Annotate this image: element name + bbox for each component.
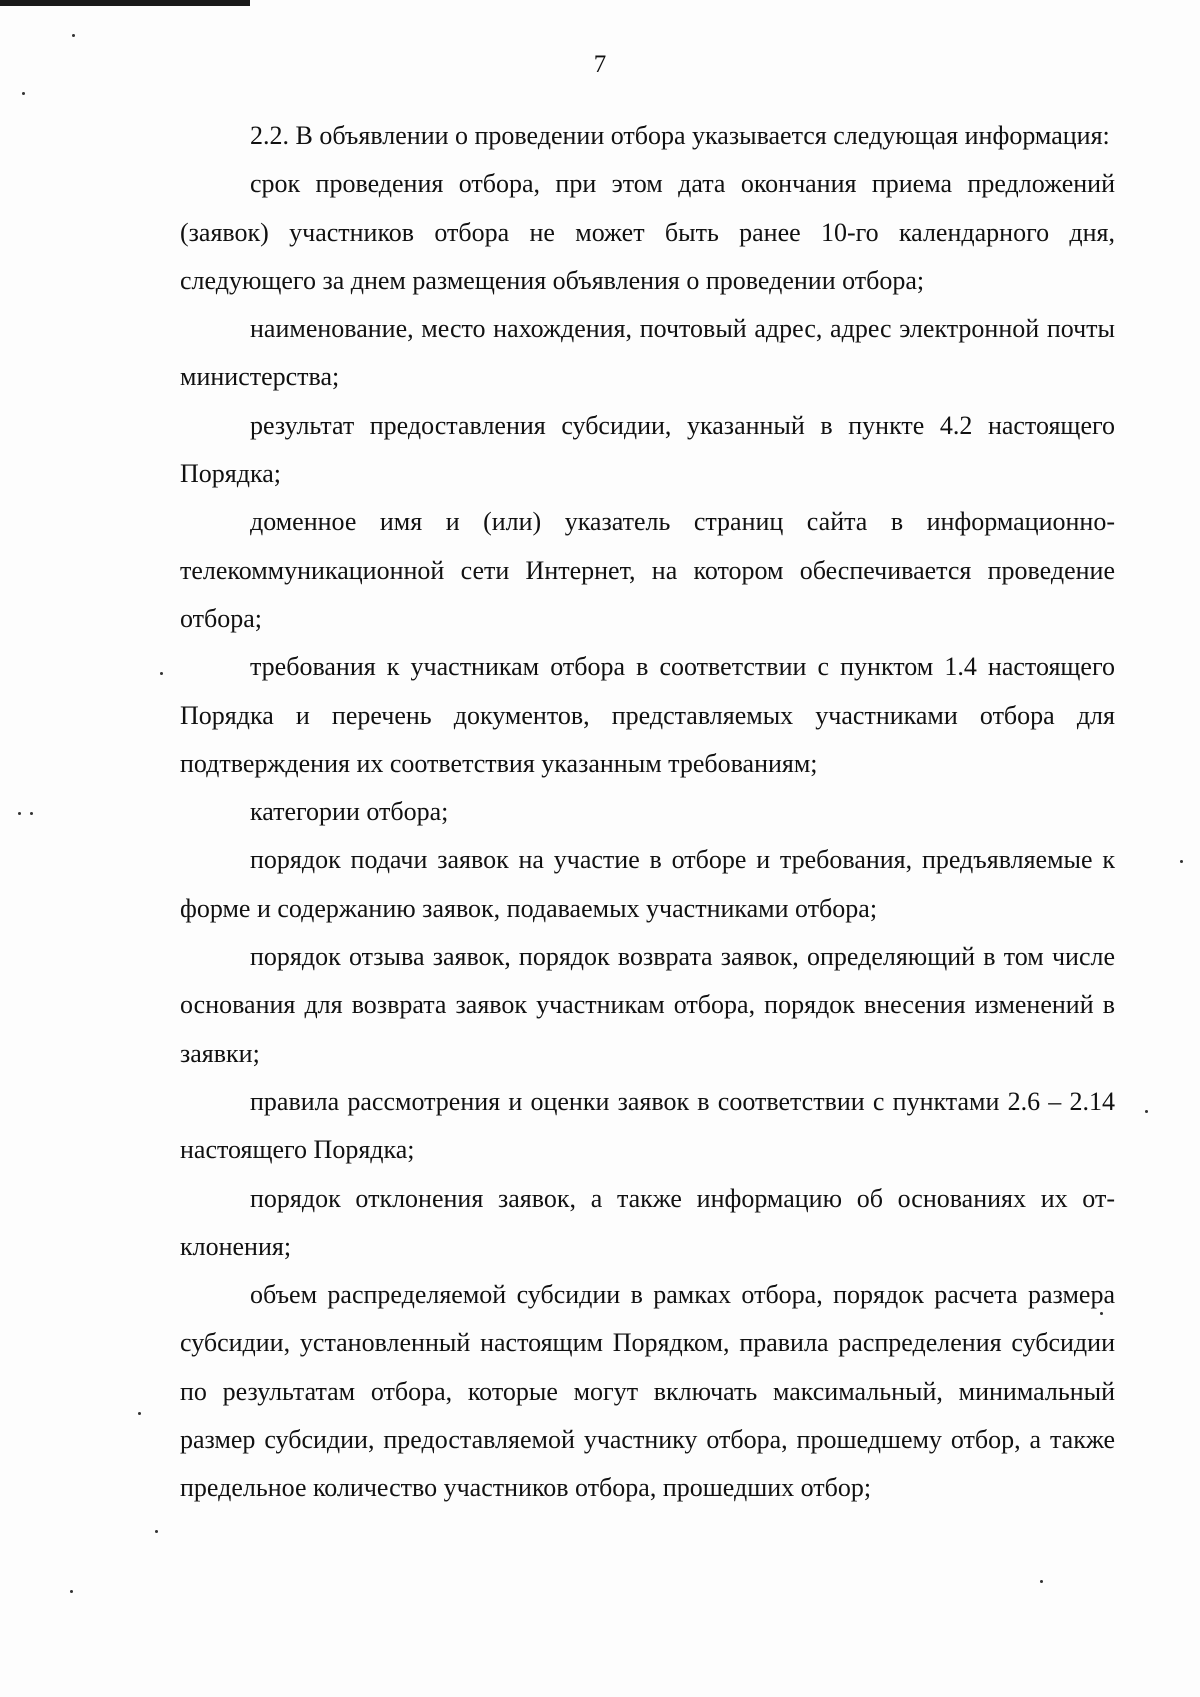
paragraph-ministry-contacts: наименование, место нахождения, почтовый адрес, адрес электронной почты министерства; — [180, 314, 1115, 392]
scan-speck — [1180, 860, 1183, 863]
scan-speck — [70, 1590, 73, 1593]
paragraph-subsidy-volume: объем распределяемой субсидии в рамках отбора, порядок расчета размера субсидии, установленный настоящим Порядком, правила распределения субсидии по результатам отбора, которые могут включать максимальный, минимальный размер субсидии, предоставляемой участнику отбора, прошедшему отбор, а также предельное количество участников отбора, прошедших отбор; — [180, 1280, 1115, 1503]
scan-corner-mark — [0, 0, 250, 6]
scan-speck — [138, 1412, 141, 1415]
scan-speck — [1145, 1110, 1148, 1113]
paragraph-review-rules: правила рассмотрения и оценки заявок в соответствии с пунктами 2.6 – 2.14 настоящего Порядка; — [180, 1086, 1115, 1165]
scan-speck — [72, 34, 75, 37]
scan-speck — [160, 672, 163, 675]
scan-speck — [1040, 1580, 1043, 1583]
scan-speck — [1100, 1312, 1103, 1315]
paragraph-website: доменное имя и (или) указатель страниц сайта в информационно-телекоммуникационной сети Интернет, на котором обеспечивается проведение отбора; — [180, 507, 1115, 633]
paragraph-rejection-order: порядок отклонения заявок, а также информацию об основаниях их отклонения; — [180, 1183, 1115, 1261]
page-number: 7 — [593, 51, 607, 78]
paragraph-subsidy-result: результат предоставления субсидии, указанный в пункте 4.2 настоящего Порядка; — [180, 410, 1115, 489]
paragraph-categories: категории отбора; — [250, 797, 449, 827]
paragraph-withdrawal-order: порядок отзыва заявок, порядок возврата заявок, определяющий в том числе основания для возврата заявок участникам отбора, порядок внесения изменений в заявки; — [180, 942, 1115, 1068]
paragraph-intro: 2.2. В объявлении о проведении отбора указывается следующая информация: — [250, 121, 1110, 150]
paragraph-submission-order: порядок подачи заявок на участие в отборе и требования, предъявляемые к форме и содержанию заявок, подаваемых участниками отбора; — [180, 845, 1115, 923]
paragraph-requirements: требования к участникам отбора в соответствии с пунктом 1.4 настоящего Порядка и перечень документов, представляемых участниками отбора для подтверждения их соответствия указанным требованиям; — [180, 652, 1115, 778]
scan-speck — [30, 812, 33, 815]
scan-speck — [18, 812, 21, 815]
paragraph-deadline: срок проведения отбора, при этом дата окончания приема предложений (заявок) участников отбора не может быть ранее 10-го календарного дня, следующего за днем размещения объявления о проведении отбора; — [180, 169, 1115, 295]
scan-speck — [22, 92, 25, 95]
document-body — [180, 112, 1115, 1513]
scan-speck — [155, 1530, 158, 1533]
